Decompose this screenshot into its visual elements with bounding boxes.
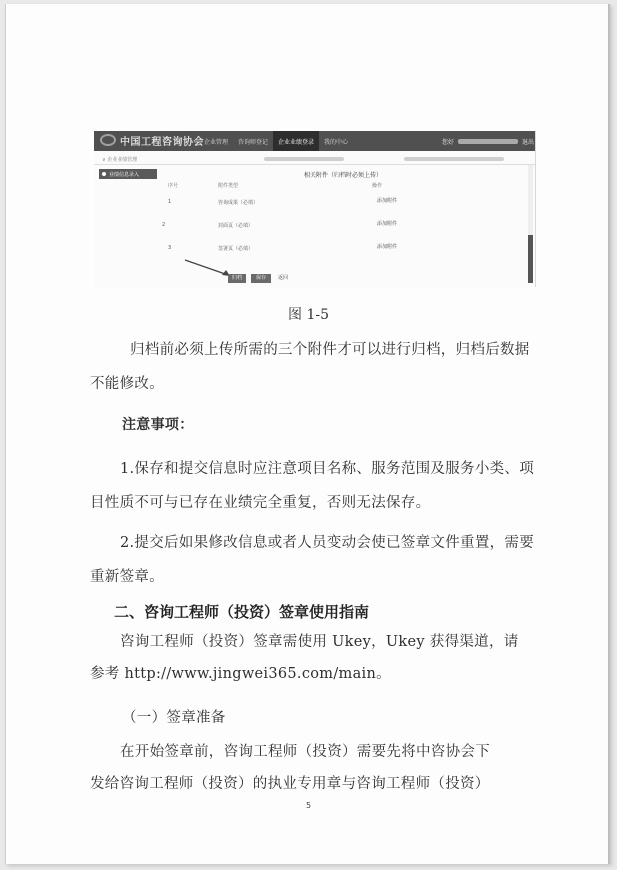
archive-button: 归档: [228, 274, 246, 283]
row-index: 3: [168, 245, 172, 251]
column-header: 操作: [372, 183, 383, 189]
paragraph-line: 参考 http://www.jingwei365.com/main。: [90, 666, 391, 682]
user-area: [442, 137, 534, 146]
row-index: 2: [162, 222, 166, 228]
add-attachment-link: 添加附件: [377, 198, 398, 204]
site-nav: [199, 131, 353, 151]
user-greeting: 您好: [441, 139, 454, 146]
redacted-text: [264, 157, 344, 161]
paragraph-line: 发给咨询工程师（投资）的执业专用章与咨询工程师（投资）: [90, 776, 490, 792]
redacted-text: [404, 157, 504, 161]
site-header: [94, 131, 536, 151]
bullet-icon: [102, 172, 106, 176]
save-button: 保存: [251, 274, 271, 283]
divider: [94, 164, 536, 165]
section-heading: 二、咨询工程师（投资）签章使用指南: [114, 603, 370, 621]
back-button: 返回: [277, 275, 288, 281]
paragraph-line: 2.提交后如果修改信息或者人员变动会使已签章文件重置，需要: [120, 535, 535, 551]
logout-link: 退出: [521, 139, 534, 146]
column-header: 序号: [168, 183, 179, 189]
site-name: 中国工程咨询协会: [120, 137, 204, 148]
nav-item-active: 企业业绩登录: [273, 131, 319, 151]
row-type: 签署页（必填）: [218, 246, 254, 252]
redacted-username: [458, 139, 518, 144]
paragraph-line: 目性质不可与已存在业绩完全重复，否则无法保存。: [90, 495, 431, 511]
row-type: 封面页（必填）: [218, 223, 254, 229]
add-attachment-link: 添加附件: [377, 244, 398, 250]
sidebar-item-label: 业绩信息录入: [109, 172, 140, 178]
row-index: 1: [168, 199, 172, 205]
nav-item: 咨询师登记: [238, 139, 269, 146]
notice-title: 注意事项：: [122, 417, 194, 433]
pointer-arrow-icon: [184, 259, 232, 279]
subsection-heading: （一）签章准备: [122, 710, 226, 726]
figure-caption: 图 1-5: [288, 307, 329, 323]
nav-item: 我的中心: [324, 139, 349, 146]
document-page: [5, 4, 610, 864]
column-header: 附件类型: [218, 183, 239, 189]
add-attachment-link: 添加附件: [377, 221, 398, 227]
paragraph-line: 咨询工程师（投资）签章需使用 Ukey，Ukey 获得渠道，请: [120, 634, 519, 650]
nav-item: 企业管理: [204, 139, 229, 146]
page-number: 5: [305, 801, 312, 810]
scrollbar-thumb: [528, 235, 533, 283]
paragraph-line: 归档前必须上传所需的三个附件才可以进行归档，归档后数据: [130, 342, 530, 358]
attachments-title: 相关附件（归档时必须上传）: [304, 172, 383, 179]
figure-screenshot: [94, 131, 536, 287]
paragraph-line: 重新签章。: [90, 569, 164, 585]
breadcrumb: ∨ 企业业绩管理: [102, 157, 138, 163]
association-logo-icon: [100, 134, 116, 146]
paragraph-line: 1.保存和提交信息时应注意项目名称、服务范围及服务小类、项: [120, 461, 535, 477]
paragraph-line: 不能修改。: [90, 376, 164, 392]
sidebar-item: [99, 169, 157, 179]
paragraph-line: 在开始签章前，咨询工程师（投资）需要先将中咨协会下: [120, 744, 490, 760]
row-type: 咨询成果（必填）: [218, 200, 259, 206]
scrollbar: [528, 165, 533, 283]
